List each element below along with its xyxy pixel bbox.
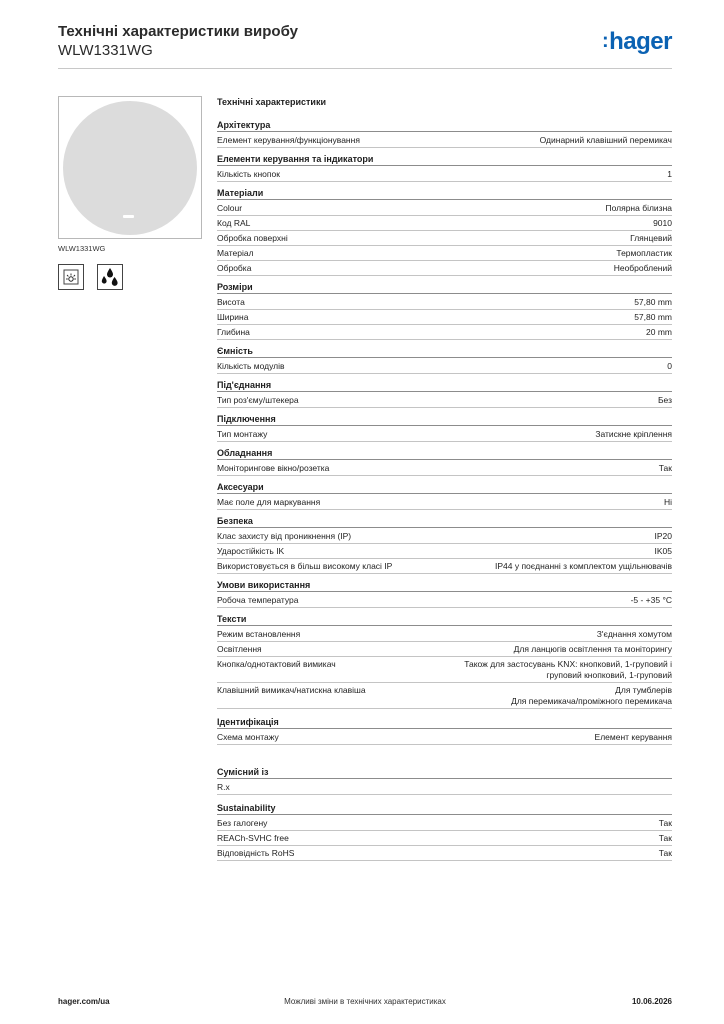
- spec-value-line: Для тумблерів: [615, 685, 672, 695]
- spec-label: Моніторингове вікно/розетка: [217, 463, 330, 473]
- spec-row: [217, 231, 672, 246]
- logo-text: hager: [609, 28, 672, 55]
- spec-label: Глибина: [217, 327, 250, 337]
- section-controls: [217, 154, 672, 182]
- spec-value: [511, 685, 672, 707]
- spec-label: Висота: [217, 297, 245, 307]
- document-title: Технічні характеристики виробу: [58, 23, 298, 40]
- product-image: [58, 96, 202, 239]
- section-title: Ідентифікація: [217, 717, 672, 729]
- spec-row: [217, 427, 672, 442]
- spec-value: [464, 659, 672, 681]
- spec-label: R.x: [217, 782, 230, 792]
- section-title: Розміри: [217, 282, 672, 294]
- section-dimensions: [217, 282, 672, 340]
- specs-title: Технічні характеристики: [217, 97, 326, 107]
- spec-row: [217, 627, 672, 642]
- spec-value: Затискне кріплення: [595, 429, 672, 439]
- section-compatible: [217, 767, 672, 795]
- spec-value: Так: [658, 833, 672, 843]
- spec-label: Матеріал: [217, 248, 254, 258]
- section-connection: [217, 380, 672, 408]
- spec-row: [217, 295, 672, 310]
- spec-value: Одинарний клавішний перемикач: [539, 135, 672, 145]
- specifications: [217, 96, 672, 867]
- spec-label: Обробка поверхні: [217, 233, 288, 243]
- spec-row: [217, 529, 672, 544]
- spec-label: Код RAL: [217, 218, 251, 228]
- product-caption: WLW1331WG: [58, 244, 106, 253]
- spec-label: Без галогену: [217, 818, 268, 828]
- spec-value: Для ланцюгів освітлення та моніторингу: [513, 644, 672, 654]
- spec-label: Ударостійкість IK: [217, 546, 285, 556]
- section-title: Архітектура: [217, 120, 672, 132]
- spec-label: Використовується в більш високому класі IP: [217, 561, 393, 571]
- footer-date: 10.06.2026: [631, 997, 672, 1006]
- spec-value: 0: [667, 361, 672, 371]
- spec-row: [217, 216, 672, 231]
- spec-value: 9010: [653, 218, 672, 228]
- section-title: Sustainability: [217, 803, 672, 815]
- section-title: Сумісний із: [217, 767, 672, 779]
- spec-value: Термопластик: [616, 248, 672, 258]
- section-title: Підключення: [217, 414, 672, 426]
- section-title: Ємність: [217, 346, 672, 358]
- spec-row: [217, 657, 672, 683]
- spec-label: Кількість модулів: [217, 361, 285, 371]
- spec-value: 57,80 mm: [634, 297, 672, 307]
- spec-label: Тип роз'єму/штекера: [217, 395, 299, 405]
- spec-value: Глянцевий: [630, 233, 672, 243]
- section-title: Безпека: [217, 516, 672, 528]
- product-code: WLW1331WG: [58, 42, 153, 59]
- footer-notice: Можливі зміни в технічних характеристиках: [284, 997, 446, 1006]
- section-accessories: [217, 482, 672, 510]
- section-operating-conditions: [217, 580, 672, 608]
- spec-row: [217, 133, 672, 148]
- spec-value: 20 mm: [646, 327, 672, 337]
- section-title: Під'єднання: [217, 380, 672, 392]
- spec-label: Має поле для маркування: [217, 497, 321, 507]
- spec-value: Так: [658, 848, 672, 858]
- spec-row: [217, 325, 672, 340]
- spec-value: IP20: [654, 531, 672, 541]
- spec-value: Так: [658, 818, 672, 828]
- spec-value-line: Для перемикача/проміжного перемикача: [511, 696, 672, 706]
- spec-row: [217, 730, 672, 745]
- spec-label: Обробка: [217, 263, 252, 273]
- document-header: [58, 22, 672, 60]
- spec-label: Colour: [217, 203, 243, 213]
- section-title: Елементи керування та індикатори: [217, 154, 672, 166]
- spec-value: З'єднання хомутом: [596, 629, 672, 639]
- spec-label: Тип монтажу: [217, 429, 268, 439]
- spec-value: Так: [658, 463, 672, 473]
- spec-row: [217, 167, 672, 182]
- section-title: Обладнання: [217, 448, 672, 460]
- header-divider: [58, 68, 672, 69]
- spec-value: Елемент керування: [594, 732, 672, 742]
- spec-row: [217, 495, 672, 510]
- spec-label: Елемент керування/функціонування: [217, 135, 360, 145]
- spec-row: [217, 559, 672, 574]
- spec-value: -5 - +35 °C: [630, 595, 672, 605]
- spec-row: [217, 544, 672, 559]
- section-materials: [217, 188, 672, 276]
- water-drops-icon: [97, 264, 123, 290]
- spec-row: [217, 593, 672, 608]
- spec-row: [217, 359, 672, 374]
- spec-label: Клавішний вимикач/натискна клавіша: [217, 685, 366, 695]
- spec-label: Схема монтажу: [217, 732, 279, 742]
- section-sustainability: [217, 803, 672, 861]
- section-capacity: [217, 346, 672, 374]
- spec-row: [217, 201, 672, 216]
- section-title: Аксесуари: [217, 482, 672, 494]
- footer-website-link[interactable]: hager.com/ua: [58, 997, 110, 1006]
- spec-value-line: груповий кнопковий, 1-груповий: [546, 670, 672, 680]
- indicator-led: [123, 215, 134, 218]
- illuminated-switch-icon: [58, 264, 84, 290]
- spec-value: 57,80 mm: [634, 312, 672, 322]
- spec-value: Полярна білизна: [605, 203, 672, 213]
- section-safety: [217, 516, 672, 574]
- section-title: Матеріали: [217, 188, 672, 200]
- section-texts: [217, 614, 672, 709]
- spec-value-line: Також для застосувань KNX: кнопковий, 1-груповий і: [464, 659, 672, 669]
- spec-row: [217, 846, 672, 861]
- spec-row: [217, 261, 672, 276]
- spec-label: Кнопка/однотактовий вимикач: [217, 659, 336, 669]
- spec-label: Режим встановлення: [217, 629, 301, 639]
- hager-logo: :hager: [601, 28, 672, 55]
- spec-label: Робоча температура: [217, 595, 299, 605]
- spec-value: IK05: [654, 546, 672, 556]
- spec-value: IP44 у поєднанні з комплектом ущільнювачів: [494, 561, 672, 571]
- spec-label: Ширина: [217, 312, 249, 322]
- spec-value: Без: [657, 395, 672, 405]
- spec-row: [217, 461, 672, 476]
- spec-label: Клас захисту від проникнення (IP): [217, 531, 352, 541]
- spec-row: [217, 393, 672, 408]
- spec-row: [217, 642, 672, 657]
- section-equipment: [217, 448, 672, 476]
- spec-label: REACh-SVHC free: [217, 833, 289, 843]
- section-architecture: [217, 120, 672, 148]
- section-title: Тексти: [217, 614, 672, 626]
- spec-row: [217, 310, 672, 325]
- spec-label: Кількість кнопок: [217, 169, 280, 179]
- spec-value: 1: [667, 169, 672, 179]
- spec-row: [217, 780, 672, 795]
- spec-value: Необроблений: [613, 263, 672, 273]
- spec-row: [217, 683, 672, 709]
- spec-label: Освітлення: [217, 644, 262, 654]
- spec-row: [217, 246, 672, 261]
- section-title: Умови використання: [217, 580, 672, 592]
- section-wiring: [217, 414, 672, 442]
- spec-row: [217, 831, 672, 846]
- spec-row: [217, 816, 672, 831]
- spec-label: Відповідність RoHS: [217, 848, 295, 858]
- section-identification: [217, 717, 672, 745]
- spec-value: Ні: [663, 497, 672, 507]
